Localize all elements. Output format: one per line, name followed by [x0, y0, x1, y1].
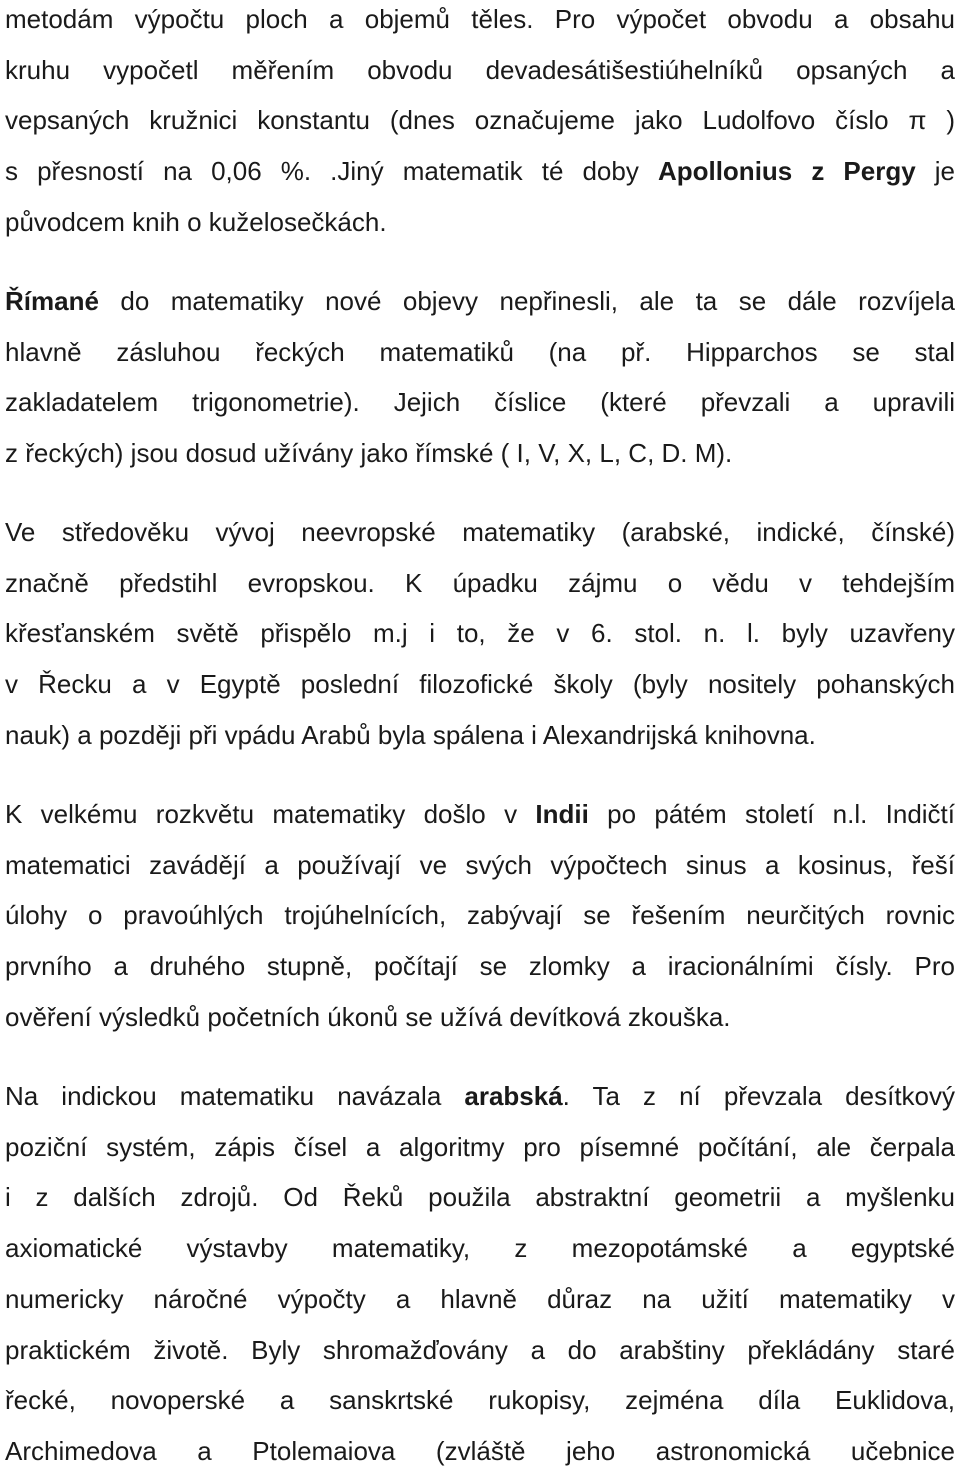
text-run: axiomatické výstavby matematiky, z mezopotámské a egyptské [5, 1233, 955, 1264]
text-run: do matematiky nové objevy nepřinesli, ale ta se dále rozvíjela [98, 286, 955, 316]
text-line [5, 1282, 955, 1316]
text-line [5, 154, 955, 188]
text-run: prvního a druhého stupně, počítají se zlomky a iracionálními čísly. Pro [5, 951, 955, 982]
bold-text: Římané [5, 286, 99, 316]
text-line [5, 898, 955, 932]
text-run: Archimedova a Ptolemaiova (zvláště jeho astronomická učebnice [5, 1435, 955, 1466]
text-line [5, 1231, 955, 1265]
text-line [5, 385, 955, 419]
text-run: kruhu vypočetl měřením obvodu devadesátišestiúhelníků opsaných a [5, 54, 955, 85]
text-line [5, 1000, 731, 1034]
text-line [5, 616, 955, 650]
text-run: značně předstihl evropskou. K úpadku zájmu o vědu v tehdejším [5, 567, 955, 598]
text-run: matematici zavádějí a používají ve svých výpočtech sinus a kosinus, řeší [5, 849, 955, 880]
text-line [5, 1079, 955, 1113]
text-run: metodám výpočtu ploch a objemů těles. Pro výpočet obvodu a obsahu [5, 4, 955, 34]
text-line [5, 335, 955, 369]
text-run: poziční systém, zápis čísel a algoritmy pro písemné počítání, ale čerpala [5, 1131, 955, 1162]
text-line [5, 205, 387, 239]
text-line [5, 718, 816, 752]
bold-text: Indii [535, 799, 589, 829]
text-line [5, 949, 955, 983]
text-line [5, 1130, 955, 1164]
text-run: řecké, novoperské a sanskrtské rukopisy, zejména díla Euklidova, [5, 1385, 955, 1416]
text-run: křesťanském světě přispělo m.j i to, že v 6. stol. n. l. byly uzavřeny [5, 618, 955, 649]
text-run: vepsaných kružnici konstantu (dnes označujeme jako Ludolfovo číslo π ) [5, 105, 955, 136]
text-line [5, 566, 955, 600]
text-run: zakladatelem trigonometrie). Jejich číslice (které převzali a upravili [5, 387, 955, 418]
text-run: po pátém století n.l. Indičtí [588, 799, 956, 829]
text-line [5, 797, 955, 831]
text-line [5, 53, 955, 87]
text-run: numericky náročné výpočty a hlavně důraz na užití matematiky v [5, 1283, 955, 1314]
text-line [5, 848, 955, 882]
text-run: Ve středověku vývoj neevropské matematiky (arabské, indické, čínské) [5, 517, 955, 547]
text-run: z řeckých) jsou dosud užívány jako římské ( I, V, X, L, C, D. M). [5, 438, 733, 469]
bold-text: arabská [464, 1081, 563, 1111]
text-run: je [915, 156, 955, 187]
text-run: úlohy o pravoúhlých trojúhelnících, zabývají se řešením neurčitých rovnic [5, 900, 955, 931]
text-line [5, 515, 955, 549]
text-line [5, 284, 955, 318]
text-line [5, 667, 955, 701]
text-run: nauk) a později při vpádu Arabů byla spálena i Alexandrijská knihovna. [5, 719, 816, 750]
text-line [5, 103, 955, 137]
text-line [5, 1180, 955, 1214]
text-line [5, 436, 732, 470]
text-run: hlavně zásluhou řeckých matematiků (na př. Hipparchos se stal [5, 336, 955, 367]
text-run: praktickém životě. Byly shromažďovány a do arabštiny překládány staré [5, 1334, 955, 1365]
text-run: ověření výsledků početních úkonů se užívá devítková zkouška. [5, 1001, 731, 1032]
text-line [5, 2, 955, 36]
text-run: Na indickou matematiku navázala [5, 1081, 465, 1111]
text-line [5, 1333, 955, 1367]
text-run: původcem knih o kuželosečkách. [5, 206, 387, 237]
text-run: s přesností na 0,06 %. .Jiný matematik té doby [5, 156, 658, 187]
text-line [5, 1383, 955, 1417]
text-run: . Ta z ní převzala desítkový [562, 1081, 955, 1111]
text-run: K velkému rozkvětu matematiky došlo v [5, 799, 536, 829]
text-line [5, 1434, 955, 1468]
bold-text: Apollonius z Pergy [657, 156, 916, 187]
text-run: v Řecku a v Egyptě poslední filozofické školy (byly nositely pohanských [5, 669, 955, 700]
text-run: i z dalších zdrojů. Od Řeků použila abstraktní geometrii a myšlenku [5, 1182, 955, 1213]
